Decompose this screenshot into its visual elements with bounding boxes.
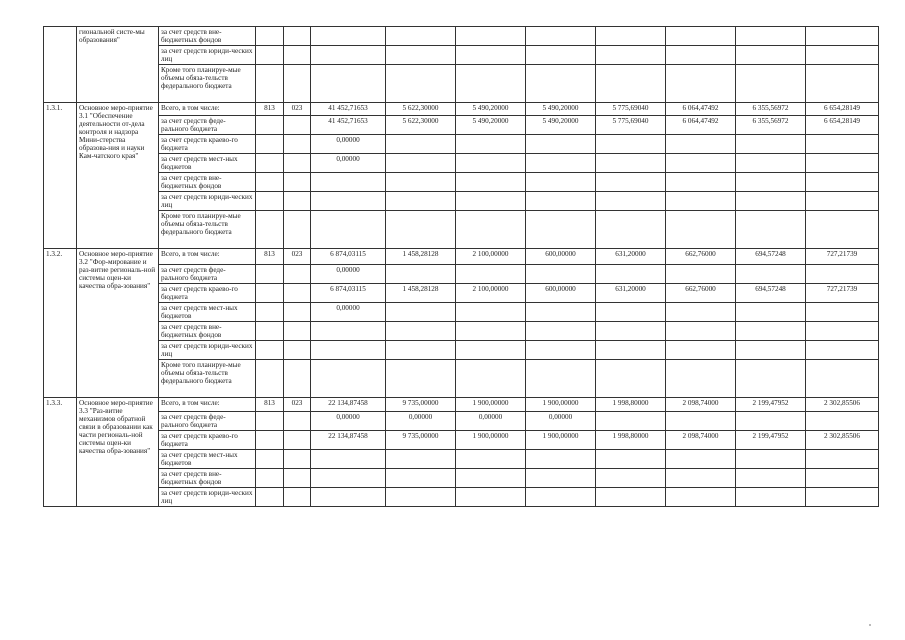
measure-name-cell: Основное меро-приятие 3.3 "Раз-витие механизмов обратной связи в образовании как части региональ-ной системы оцен-ки качества обра-зования" — [77, 398, 159, 507]
table-row — [44, 469, 879, 488]
value-cell: 1 998,80000 — [596, 431, 666, 450]
value-cell: 9 735,00000 — [386, 398, 456, 412]
grbs-code-cell: 813 — [256, 249, 284, 265]
funding-source-cell: за счет средств юриди-ческих лиц — [159, 192, 256, 211]
value-cell — [806, 265, 879, 284]
funding-source-cell: Кроме того планируе-мые объемы обяза-тельств федерального бюджета — [159, 211, 256, 249]
value-cell: 0,00000 — [456, 412, 526, 431]
value-cell — [386, 173, 456, 192]
value-cell — [736, 135, 806, 154]
value-cell — [596, 322, 666, 341]
value-cell — [311, 173, 386, 192]
value-cell: 662,76000 — [666, 249, 736, 265]
grbs-code-cell — [256, 284, 284, 303]
value-cell — [596, 469, 666, 488]
value-cell — [666, 265, 736, 284]
value-cell — [666, 192, 736, 211]
value-cell — [666, 488, 736, 507]
value-cell: 1 998,80000 — [596, 398, 666, 412]
funding-source-cell: за счет средств краево-го бюджета — [159, 135, 256, 154]
value-cell — [526, 322, 596, 341]
value-cell — [736, 173, 806, 192]
row-index-cell — [44, 27, 77, 103]
funding-source-cell: за счет средств феде-рального бюджета — [159, 116, 256, 135]
value-cell — [526, 211, 596, 249]
section-code-cell — [284, 192, 311, 211]
table-row — [44, 431, 879, 450]
table-row — [44, 303, 879, 322]
value-cell: 1 900,00000 — [526, 431, 596, 450]
value-cell — [806, 154, 879, 173]
value-cell — [666, 46, 736, 65]
value-cell: 2 199,47952 — [736, 398, 806, 412]
value-cell — [456, 154, 526, 173]
value-cell — [386, 192, 456, 211]
value-cell — [596, 341, 666, 360]
value-cell — [806, 303, 879, 322]
value-cell — [806, 360, 879, 398]
table-row — [44, 27, 879, 46]
value-cell: 2 098,74000 — [666, 398, 736, 412]
value-cell — [311, 192, 386, 211]
table-row — [44, 211, 879, 249]
measure-name-cell: Основное меро-приятие 3.1 "Обеспечение деятельности от-дела контроля и надзора Мини-стерства образова-ния и науки Кам-чатского края" — [77, 103, 159, 249]
grbs-code-cell — [256, 341, 284, 360]
value-cell: 2 100,00000 — [456, 249, 526, 265]
grbs-code-cell — [256, 412, 284, 431]
value-cell — [526, 341, 596, 360]
value-cell — [736, 27, 806, 46]
table-row — [44, 412, 879, 431]
value-cell: 41 452,71653 — [311, 103, 386, 116]
value-cell: 9 735,00000 — [386, 431, 456, 450]
value-cell — [284, 65, 311, 103]
value-cell — [666, 360, 736, 398]
value-cell — [666, 135, 736, 154]
section-code-cell — [284, 265, 311, 284]
value-cell — [806, 65, 879, 103]
value-cell: 727,21739 — [806, 284, 879, 303]
value-cell — [456, 360, 526, 398]
funding-source-cell: Кроме того планируе-мые объемы обяза-тельств федерального бюджета — [159, 360, 256, 398]
value-cell — [456, 192, 526, 211]
value-cell: 2 100,00000 — [456, 284, 526, 303]
value-cell — [311, 488, 386, 507]
funding-source-cell: за счет средств юриди-ческих лиц — [159, 46, 256, 65]
section-code-cell — [284, 469, 311, 488]
measure-index-cell: 1.3.3. — [44, 398, 77, 507]
value-cell — [736, 450, 806, 469]
value-cell — [456, 303, 526, 322]
value-cell: 5 775,69040 — [596, 103, 666, 116]
table-row — [44, 360, 879, 398]
funding-source-cell: за счет средств юриди-ческих лиц — [159, 341, 256, 360]
section-code-cell — [284, 412, 311, 431]
value-cell — [736, 488, 806, 507]
value-cell — [806, 469, 879, 488]
funding-source-cell: Всего, в том числе: — [159, 103, 256, 116]
value-cell — [386, 488, 456, 507]
value-cell — [311, 450, 386, 469]
table-row — [44, 65, 879, 103]
value-cell — [456, 341, 526, 360]
value-cell: 1 900,00000 — [526, 398, 596, 412]
value-cell: 727,21739 — [806, 249, 879, 265]
value-cell — [456, 488, 526, 507]
value-cell — [736, 412, 806, 431]
value-cell — [386, 322, 456, 341]
value-cell — [596, 450, 666, 469]
value-cell — [736, 65, 806, 103]
value-cell — [736, 154, 806, 173]
table-row — [44, 135, 879, 154]
budget-document-page — [43, 26, 879, 507]
value-cell — [666, 303, 736, 322]
value-cell: 0,00000 — [311, 265, 386, 284]
value-cell — [736, 322, 806, 341]
value-cell — [526, 173, 596, 192]
value-cell: 1 900,00000 — [456, 431, 526, 450]
section-code-cell — [284, 488, 311, 507]
funding-source-cell: за счет средств вне-бюджетных фондов — [159, 322, 256, 341]
section-code-cell — [284, 360, 311, 398]
funding-source-cell: за счет средств краево-го бюджета — [159, 431, 256, 450]
value-cell: 600,00000 — [526, 249, 596, 265]
value-cell — [256, 27, 284, 46]
value-cell — [806, 27, 879, 46]
value-cell: 600,00000 — [526, 284, 596, 303]
funding-source-cell: за счет средств мест-ных бюджетов — [159, 303, 256, 322]
value-cell — [806, 322, 879, 341]
value-cell: 22 134,87458 — [311, 431, 386, 450]
value-cell — [666, 211, 736, 249]
value-cell: 5 490,20000 — [526, 103, 596, 116]
value-cell — [284, 46, 311, 65]
program-funding-table — [43, 26, 879, 507]
grbs-code-cell — [256, 211, 284, 249]
value-cell — [596, 192, 666, 211]
section-code-cell — [284, 116, 311, 135]
value-cell — [456, 27, 526, 46]
value-cell — [386, 65, 456, 103]
value-cell — [806, 173, 879, 192]
value-cell: 6 355,56972 — [736, 103, 806, 116]
funding-source-cell: за счет средств вне-бюджетных фондов — [159, 173, 256, 192]
section-code-cell — [284, 303, 311, 322]
value-cell: 1 458,28128 — [386, 284, 456, 303]
value-cell — [666, 412, 736, 431]
value-cell — [736, 360, 806, 398]
value-cell: 0,00000 — [311, 154, 386, 173]
value-cell — [311, 360, 386, 398]
value-cell: 5 622,30000 — [386, 116, 456, 135]
section-code-cell — [284, 211, 311, 249]
value-cell — [526, 360, 596, 398]
value-cell: 5 775,69040 — [596, 116, 666, 135]
value-cell — [526, 154, 596, 173]
grbs-code-cell — [256, 360, 284, 398]
value-cell — [666, 469, 736, 488]
value-cell — [666, 341, 736, 360]
value-cell — [386, 154, 456, 173]
table-row — [44, 265, 879, 284]
value-cell — [736, 211, 806, 249]
grbs-code-cell — [256, 173, 284, 192]
value-cell — [596, 488, 666, 507]
value-cell: 6 874,03115 — [311, 284, 386, 303]
value-cell — [666, 322, 736, 341]
grbs-code-cell — [256, 450, 284, 469]
value-cell — [386, 360, 456, 398]
value-cell — [596, 27, 666, 46]
value-cell — [666, 154, 736, 173]
scan-speck — [869, 624, 871, 626]
value-cell — [806, 488, 879, 507]
value-cell — [256, 65, 284, 103]
value-cell: 6 654,28149 — [806, 116, 879, 135]
value-cell — [456, 211, 526, 249]
value-cell — [456, 265, 526, 284]
grbs-code-cell — [256, 116, 284, 135]
grbs-code-cell — [256, 135, 284, 154]
value-cell — [456, 469, 526, 488]
table-row — [44, 450, 879, 469]
value-cell: 631,20000 — [596, 284, 666, 303]
value-cell — [526, 469, 596, 488]
section-code-cell: 023 — [284, 249, 311, 265]
table-row — [44, 488, 879, 507]
funding-source-cell: за счет средств краево-го бюджета — [159, 284, 256, 303]
grbs-code-cell — [256, 303, 284, 322]
value-cell: 6 064,47492 — [666, 116, 736, 135]
value-cell — [666, 450, 736, 469]
grbs-code-cell — [256, 488, 284, 507]
value-cell — [456, 46, 526, 65]
section-code-cell: 023 — [284, 398, 311, 412]
funding-source-cell: за счет средств вне-бюджетных фондов — [159, 27, 256, 46]
value-cell — [806, 211, 879, 249]
value-cell: 662,76000 — [666, 284, 736, 303]
value-cell — [526, 135, 596, 154]
value-cell — [806, 412, 879, 431]
grbs-code-cell — [256, 265, 284, 284]
value-cell: 6 654,28149 — [806, 103, 879, 116]
value-cell: 2 199,47952 — [736, 431, 806, 450]
value-cell — [386, 265, 456, 284]
table-row — [44, 341, 879, 360]
value-cell — [806, 46, 879, 65]
value-cell: 6 064,47492 — [666, 103, 736, 116]
table-row — [44, 284, 879, 303]
value-cell — [386, 27, 456, 46]
funding-source-cell: Всего, в том числе: — [159, 398, 256, 412]
section-code-cell — [284, 173, 311, 192]
value-cell — [806, 341, 879, 360]
funding-source-cell: за счет средств юриди-ческих лиц — [159, 488, 256, 507]
measure-index-cell: 1.3.2. — [44, 249, 77, 398]
value-cell — [806, 135, 879, 154]
table-row — [44, 103, 879, 116]
value-cell: 0,00000 — [526, 412, 596, 431]
value-cell — [526, 27, 596, 46]
value-cell — [456, 135, 526, 154]
value-cell — [736, 469, 806, 488]
value-cell — [806, 450, 879, 469]
grbs-code-cell: 813 — [256, 103, 284, 116]
value-cell — [311, 211, 386, 249]
value-cell — [526, 303, 596, 322]
value-cell — [666, 27, 736, 46]
value-cell: 694,57248 — [736, 249, 806, 265]
value-cell — [386, 303, 456, 322]
value-cell — [806, 192, 879, 211]
value-cell — [311, 341, 386, 360]
value-cell — [526, 46, 596, 65]
value-cell — [311, 46, 386, 65]
value-cell — [666, 65, 736, 103]
value-cell: 2 098,74000 — [666, 431, 736, 450]
value-cell — [386, 469, 456, 488]
table-row — [44, 154, 879, 173]
measure-index-cell: 1.3.1. — [44, 103, 77, 249]
value-cell: 2 302,85506 — [806, 398, 879, 412]
value-cell — [596, 360, 666, 398]
value-cell — [596, 211, 666, 249]
value-cell — [386, 341, 456, 360]
value-cell — [596, 135, 666, 154]
section-code-cell — [284, 154, 311, 173]
value-cell — [456, 65, 526, 103]
measure-name-cell: Основное меро-приятие 3.2 "Фор-мирование и раз-витие региональ-ной системы оцен-ки качества обра-зования" — [77, 249, 159, 398]
value-cell: 0,00000 — [311, 303, 386, 322]
value-cell — [526, 450, 596, 469]
value-cell — [596, 303, 666, 322]
value-cell — [526, 265, 596, 284]
value-cell — [666, 173, 736, 192]
table-row — [44, 398, 879, 412]
section-code-cell — [284, 135, 311, 154]
value-cell — [526, 488, 596, 507]
value-cell — [284, 27, 311, 46]
value-cell: 0,00000 — [311, 412, 386, 431]
value-cell: 6 355,56972 — [736, 116, 806, 135]
table-row — [44, 116, 879, 135]
value-cell: 1 900,00000 — [456, 398, 526, 412]
section-code-cell — [284, 431, 311, 450]
value-cell — [386, 135, 456, 154]
value-cell — [386, 450, 456, 469]
grbs-code-cell — [256, 154, 284, 173]
value-cell — [386, 211, 456, 249]
value-cell: 6 874,03115 — [311, 249, 386, 265]
grbs-code-cell — [256, 192, 284, 211]
value-cell — [596, 412, 666, 431]
value-cell — [311, 322, 386, 341]
funding-source-cell: за счет средств мест-ных бюджетов — [159, 154, 256, 173]
section-code-cell — [284, 341, 311, 360]
section-code-cell — [284, 322, 311, 341]
table-row — [44, 192, 879, 211]
value-cell — [256, 46, 284, 65]
value-cell — [386, 46, 456, 65]
measure-name-cell: гиональной систе-мы образования" — [77, 27, 159, 103]
value-cell — [736, 46, 806, 65]
value-cell: 1 458,28128 — [386, 249, 456, 265]
grbs-code-cell — [256, 322, 284, 341]
value-cell: 22 134,87458 — [311, 398, 386, 412]
funding-source-cell: за счет средств феде-рального бюджета — [159, 265, 256, 284]
value-cell: 2 302,85506 — [806, 431, 879, 450]
value-cell — [456, 450, 526, 469]
value-cell: 5 622,30000 — [386, 103, 456, 116]
value-cell — [526, 192, 596, 211]
value-cell — [311, 65, 386, 103]
table-row — [44, 249, 879, 265]
grbs-code-cell — [256, 431, 284, 450]
value-cell: 631,20000 — [596, 249, 666, 265]
funding-source-cell: за счет средств мест-ных бюджетов — [159, 450, 256, 469]
value-cell: 0,00000 — [311, 135, 386, 154]
value-cell: 5 490,20000 — [456, 116, 526, 135]
value-cell — [526, 65, 596, 103]
funding-source-cell: Всего, в том числе: — [159, 249, 256, 265]
value-cell — [596, 65, 666, 103]
value-cell — [311, 469, 386, 488]
section-code-cell: 023 — [284, 103, 311, 116]
value-cell — [456, 173, 526, 192]
value-cell — [311, 27, 386, 46]
value-cell — [596, 265, 666, 284]
value-cell: 0,00000 — [386, 412, 456, 431]
funding-source-cell: за счет средств вне-бюджетных фондов — [159, 469, 256, 488]
table-row — [44, 46, 879, 65]
value-cell: 694,57248 — [736, 284, 806, 303]
value-cell — [736, 265, 806, 284]
funding-source-cell: Кроме того планируе-мые объемы обяза-тельств федерального бюджета — [159, 65, 256, 103]
grbs-code-cell — [256, 469, 284, 488]
value-cell — [736, 341, 806, 360]
value-cell: 5 490,20000 — [456, 103, 526, 116]
value-cell — [736, 303, 806, 322]
value-cell — [736, 192, 806, 211]
table-row — [44, 173, 879, 192]
value-cell: 5 490,20000 — [526, 116, 596, 135]
section-code-cell — [284, 284, 311, 303]
table-row — [44, 322, 879, 341]
value-cell — [596, 46, 666, 65]
funding-source-cell: за счет средств феде-рального бюджета — [159, 412, 256, 431]
value-cell — [596, 154, 666, 173]
value-cell — [596, 173, 666, 192]
value-cell — [456, 322, 526, 341]
grbs-code-cell: 813 — [256, 398, 284, 412]
section-code-cell — [284, 450, 311, 469]
value-cell: 41 452,71653 — [311, 116, 386, 135]
